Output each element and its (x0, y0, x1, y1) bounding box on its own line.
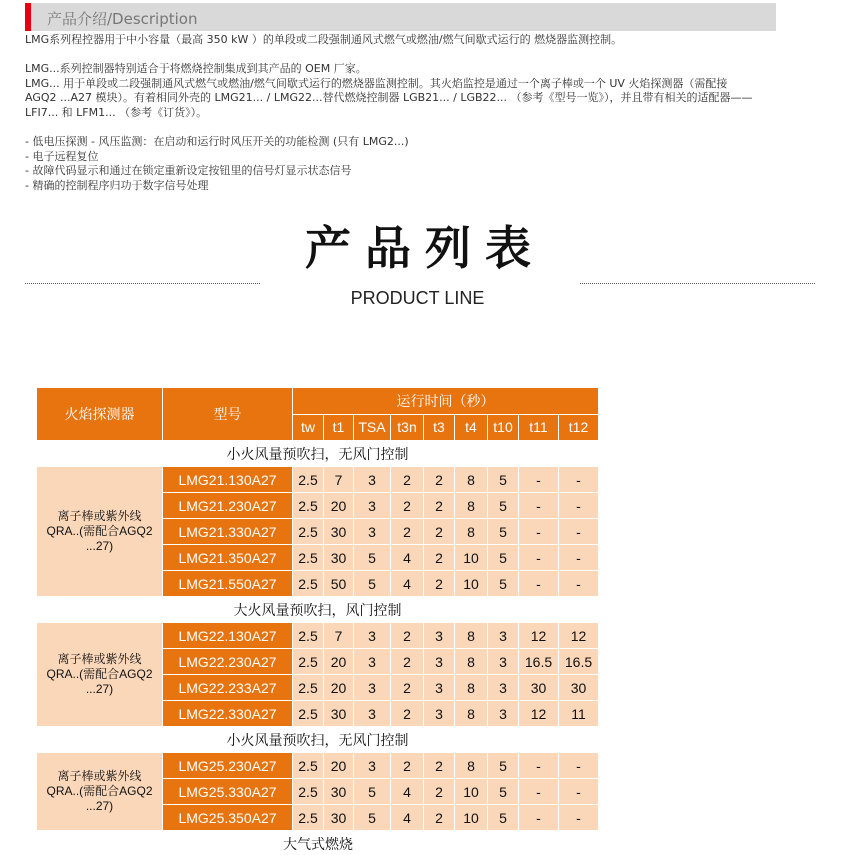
col-header-time: t12 (559, 414, 599, 441)
time-value-cell: 10 (455, 571, 488, 597)
time-value-cell: 12 (519, 701, 559, 727)
intro-text (25, 33, 825, 194)
time-value-cell: 3 (488, 701, 519, 727)
dotted-divider-right (580, 283, 815, 284)
time-value-cell: 4 (391, 805, 424, 831)
time-value-cell: 11 (559, 701, 599, 727)
time-value-cell: 2 (424, 519, 455, 545)
time-value-cell: 3 (354, 493, 391, 519)
feature-bullet: - 故障代码显示和通过在锁定重新设定按钮里的信号灯显示状态信号 (25, 164, 352, 178)
time-value-cell: 30 (559, 675, 599, 701)
detector-text-line: ...27) (85, 682, 114, 696)
time-value-cell: 8 (455, 623, 488, 649)
time-value-cell: 3 (424, 623, 455, 649)
time-value-cell: 20 (324, 649, 354, 675)
time-value-cell: 8 (455, 519, 488, 545)
time-value-cell: 2 (391, 649, 424, 675)
time-value-cell: - (559, 467, 599, 493)
time-value-cell: 5 (488, 545, 519, 571)
intro-paragraph: LMG系列程控器用于中小容量（最高 350 kW ）的单段或二段强制通风式燃气或燃油/燃气间歇式运行的 燃烧器监测控制。 (25, 33, 623, 46)
time-value-cell: 8 (455, 701, 488, 727)
intro-paragraph: LMG... 用于单段或二段强制通风式燃气或燃油/燃气间歇式运行的燃烧器监测控制。其火焰监控是通过一个离子棒或一个 UV 火焰探测器（需配接 (25, 76, 728, 90)
feature-bullet: - 精确的控制程序归功于数字信号处理 (25, 178, 209, 192)
time-value-cell: - (559, 753, 599, 779)
time-value-cell: - (519, 805, 559, 831)
model-cell: LMG22.230A27 (163, 649, 293, 675)
intro-paragraph: AGQ2 ...A27 模块）。有着相同外壳的 LMG21... / LMG22...替代燃烧控制器 LGB21... / LGB22... （参考《型号一览》），并且带有相关的适配器—— (25, 91, 753, 105)
time-value-cell: 2.5 (293, 493, 324, 519)
detector-text-line: ...27) (85, 799, 114, 813)
time-value-cell: 30 (324, 545, 354, 571)
time-value-cell: 5 (488, 467, 519, 493)
time-value-cell: 2 (391, 623, 424, 649)
model-cell: LMG25.230A27 (163, 753, 293, 779)
time-value-cell: 5 (354, 571, 391, 597)
time-value-cell: 2.5 (293, 571, 324, 597)
detector-text-line: QRA..(需配合AGQ2 (46, 524, 153, 538)
model-cell: LMG21.130A27 (163, 467, 293, 493)
time-value-cell: 2.5 (293, 519, 324, 545)
col-header-time: t3n (391, 414, 424, 441)
time-value-cell: 2 (391, 753, 424, 779)
time-value-cell: - (559, 779, 599, 805)
col-header-time: t4 (455, 414, 488, 441)
detector-text-line: QRA..(需配合AGQ2 (46, 784, 153, 798)
time-value-cell: - (559, 571, 599, 597)
model-cell: LMG21.330A27 (163, 519, 293, 545)
time-value-cell: 2.5 (293, 545, 324, 571)
detector-cell (37, 467, 163, 597)
time-value-cell: 3 (424, 701, 455, 727)
time-value-cell: 5 (488, 779, 519, 805)
time-value-cell: 2.5 (293, 701, 324, 727)
time-value-cell: 8 (455, 649, 488, 675)
col-header-time: t1 (324, 414, 354, 441)
table-row (37, 753, 599, 779)
group-label: 小火风量预吹扫，无风门控制 (37, 441, 599, 467)
dotted-divider-left (25, 283, 260, 284)
col-header-time: t11 (519, 414, 559, 441)
time-value-cell: 5 (488, 805, 519, 831)
time-value-cell: 3 (354, 649, 391, 675)
time-value-cell: 3 (354, 753, 391, 779)
model-cell: LMG21.350A27 (163, 545, 293, 571)
time-value-cell: 20 (324, 753, 354, 779)
time-value-cell: 4 (391, 779, 424, 805)
time-value-cell: 5 (488, 753, 519, 779)
product-list-title: 产品列表 (305, 221, 545, 275)
model-cell: LMG21.230A27 (163, 493, 293, 519)
time-value-cell: 2 (391, 519, 424, 545)
col-header-runtime: 运行时间（秒） (293, 388, 599, 415)
time-value-cell: 12 (559, 623, 599, 649)
detector-text-line: 离子棒或紫外线 (57, 509, 142, 523)
time-value-cell: 2 (424, 571, 455, 597)
feature-bullet: - 电子远程复位 (25, 149, 99, 163)
col-header-time: tw (293, 414, 324, 441)
group-label: 小火风量预吹扫，无风门控制 (37, 727, 599, 753)
time-value-cell: 2 (424, 779, 455, 805)
product-line-subtitle: PRODUCT LINE (350, 288, 485, 308)
time-value-cell: - (559, 519, 599, 545)
time-value-cell: - (519, 545, 559, 571)
model-cell: LMG22.330A27 (163, 701, 293, 727)
time-value-cell: 3 (354, 519, 391, 545)
time-value-cell: 30 (519, 675, 559, 701)
time-value-cell: 16.5 (519, 649, 559, 675)
time-value-cell: 2 (424, 753, 455, 779)
table-row (37, 467, 599, 493)
col-header-time: t3 (424, 414, 455, 441)
time-value-cell: - (559, 493, 599, 519)
time-value-cell: 2 (424, 805, 455, 831)
time-value-cell: 3 (488, 675, 519, 701)
time-value-cell: - (519, 571, 559, 597)
col-header-time: t10 (488, 414, 519, 441)
time-value-cell: 4 (391, 571, 424, 597)
product-table (36, 387, 599, 831)
time-value-cell: 3 (424, 675, 455, 701)
col-header-time: TSA (354, 414, 391, 441)
time-value-cell: 2.5 (293, 675, 324, 701)
time-value-cell: 12 (519, 623, 559, 649)
time-value-cell: 2 (424, 467, 455, 493)
time-value-cell: 2 (391, 467, 424, 493)
model-cell: LMG25.330A27 (163, 779, 293, 805)
time-value-cell: 7 (324, 467, 354, 493)
time-value-cell: 2.5 (293, 805, 324, 831)
time-value-cell: 5 (488, 519, 519, 545)
time-value-cell: 30 (324, 805, 354, 831)
time-value-cell: 2 (391, 701, 424, 727)
model-cell: LMG21.550A27 (163, 571, 293, 597)
time-value-cell: - (519, 467, 559, 493)
time-value-cell: - (519, 519, 559, 545)
time-value-cell: 3 (488, 623, 519, 649)
time-value-cell: 2.5 (293, 779, 324, 805)
time-value-cell: - (559, 805, 599, 831)
section-header-title: 产品介绍/Description (47, 10, 198, 28)
col-header-detector: 火焰探测器 (37, 388, 163, 441)
time-value-cell: 10 (455, 545, 488, 571)
model-cell: LMG22.130A27 (163, 623, 293, 649)
detector-text-line: ...27) (85, 539, 114, 553)
col-header-model: 型号 (163, 388, 293, 441)
group-label: 大火风量预吹扫，风门控制 (37, 597, 599, 623)
time-value-cell: 2.5 (293, 467, 324, 493)
time-value-cell: 2.5 (293, 753, 324, 779)
detector-text-line: 离子棒或紫外线 (57, 652, 142, 666)
time-value-cell: 8 (455, 675, 488, 701)
time-value-cell: 5 (354, 545, 391, 571)
time-value-cell: 50 (324, 571, 354, 597)
time-value-cell: 8 (455, 753, 488, 779)
time-value-cell: 5 (354, 805, 391, 831)
section-header-bar (25, 3, 776, 31)
intro-paragraph: LMG...系列控制器特别适合于将燃烧控制集成到其产品的 OEM 厂家。 (25, 62, 367, 76)
detector-text-line: QRA..(需配合AGQ2 (46, 667, 153, 681)
time-value-cell: 3 (354, 675, 391, 701)
intro-paragraph: LFI7... 和 LFM1... （参考《订货》）。 (25, 105, 208, 119)
time-value-cell: 20 (324, 675, 354, 701)
time-value-cell: 5 (488, 571, 519, 597)
time-value-cell: 3 (354, 623, 391, 649)
time-value-cell: - (519, 779, 559, 805)
time-value-cell: 3 (354, 701, 391, 727)
group-label: 大气式燃烧 (283, 837, 353, 853)
time-value-cell: 3 (354, 467, 391, 493)
time-value-cell: 7 (324, 623, 354, 649)
model-cell: LMG22.233A27 (163, 675, 293, 701)
detector-cell (37, 753, 163, 831)
header-accent-bar (25, 3, 31, 31)
time-value-cell: 3 (424, 649, 455, 675)
time-value-cell: 10 (455, 805, 488, 831)
time-value-cell: 2.5 (293, 649, 324, 675)
model-cell: LMG25.350A27 (163, 805, 293, 831)
time-value-cell: 2 (391, 493, 424, 519)
time-value-cell: 4 (391, 545, 424, 571)
time-value-cell: 10 (455, 779, 488, 805)
feature-bullet: - 低电压探测 - 风压监测：在启动和运行时风压开关的功能检测 (只有 LMG2...) (25, 135, 409, 149)
time-value-cell: 2 (424, 493, 455, 519)
time-value-cell: 16.5 (559, 649, 599, 675)
time-value-cell: - (519, 493, 559, 519)
time-value-cell: 8 (455, 493, 488, 519)
time-value-cell: 2 (424, 545, 455, 571)
time-value-cell: 8 (455, 467, 488, 493)
time-value-cell: 30 (324, 519, 354, 545)
detector-text-line: 离子棒或紫外线 (57, 769, 142, 783)
time-value-cell: 30 (324, 779, 354, 805)
time-value-cell: - (559, 545, 599, 571)
time-value-cell: 30 (324, 701, 354, 727)
time-value-cell: 2 (391, 675, 424, 701)
time-value-cell: 20 (324, 493, 354, 519)
table-row (37, 623, 599, 649)
time-value-cell: 5 (488, 493, 519, 519)
time-value-cell: 2.5 (293, 623, 324, 649)
detector-cell (37, 623, 163, 727)
time-value-cell: 3 (488, 649, 519, 675)
time-value-cell: 5 (354, 779, 391, 805)
time-value-cell: - (519, 753, 559, 779)
